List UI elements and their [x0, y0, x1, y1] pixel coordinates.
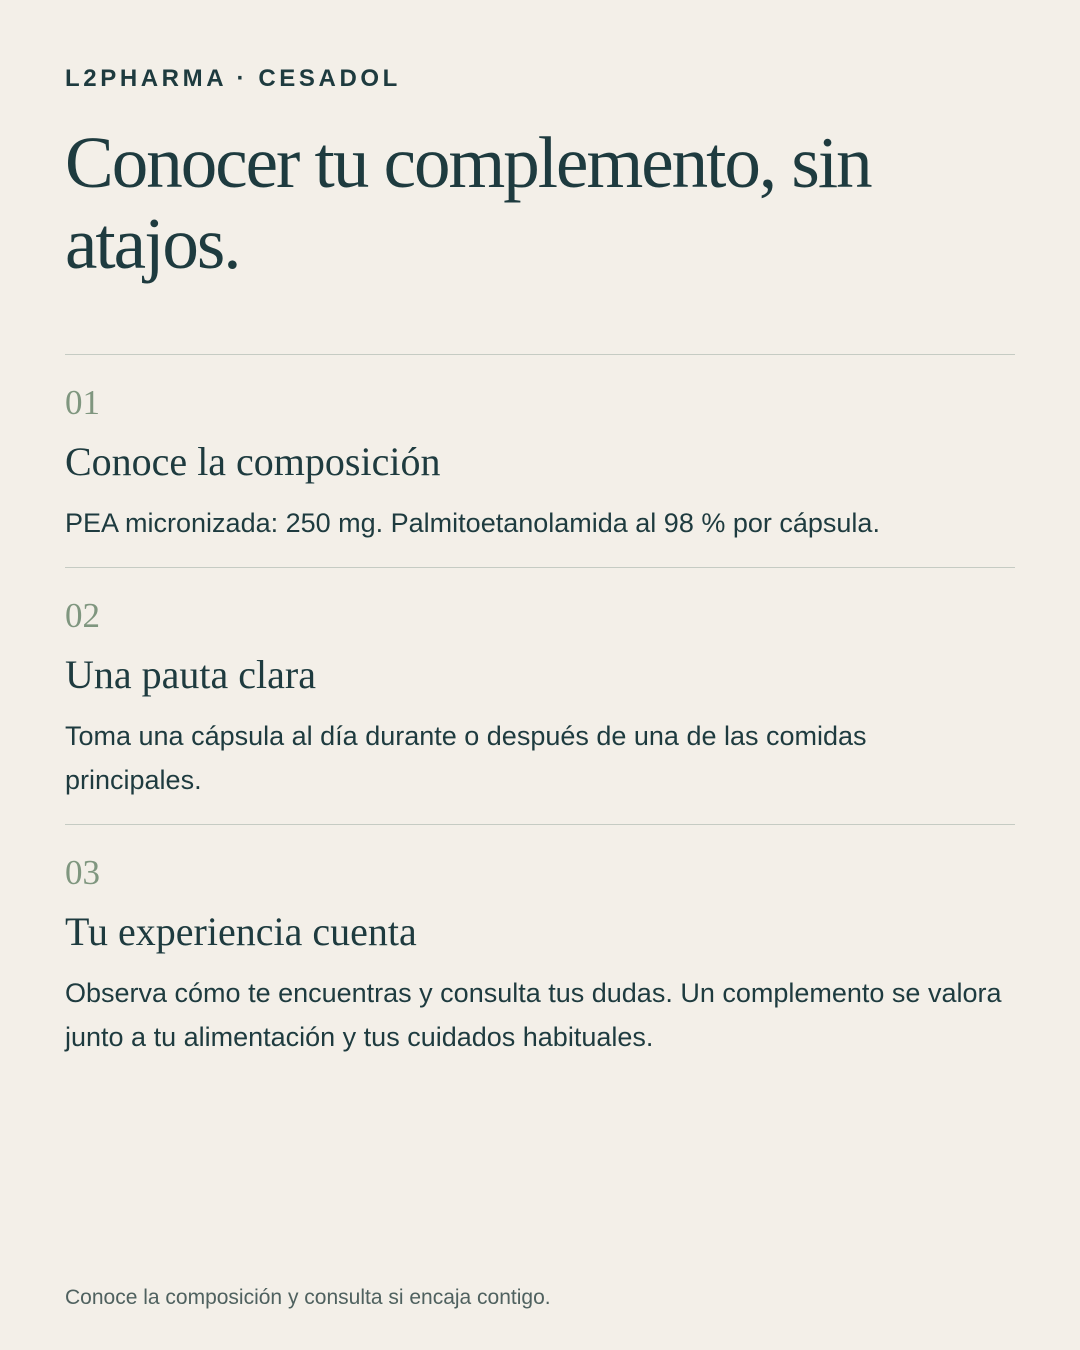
step-title: Conoce la composición [65, 439, 441, 484]
step-number: 01 [65, 383, 100, 422]
step-item [65, 824, 1015, 1081]
step-number: 03 [65, 853, 100, 892]
step-description: PEA micronizada: 250 mg. Palmitoetanolamida al 98 % por cápsula. [65, 508, 880, 538]
step-title: Tu experiencia cuenta [65, 909, 417, 954]
step-item [65, 567, 1015, 824]
step-title: Una pauta clara [65, 652, 316, 697]
step-description: Toma una cápsula al día durante o después de una de las comidas principales. [65, 721, 867, 795]
step-description: Observa cómo te encuentras y consulta tus dudas. Un complemento se valora junto a tu alimentación y tus cuidados habituales. [65, 978, 1002, 1052]
steps-list [65, 354, 1015, 1081]
page [65, 0, 1015, 1350]
brand-eyebrow: L2PHARMA · CESADOL [65, 65, 401, 92]
step-item [65, 354, 1015, 567]
step-number: 02 [65, 596, 100, 635]
footer-note: Conoce la composición y consulta si encaja contigo. [65, 1286, 551, 1309]
page-title: Conocer tu complemento, sin atajos. [65, 122, 871, 284]
